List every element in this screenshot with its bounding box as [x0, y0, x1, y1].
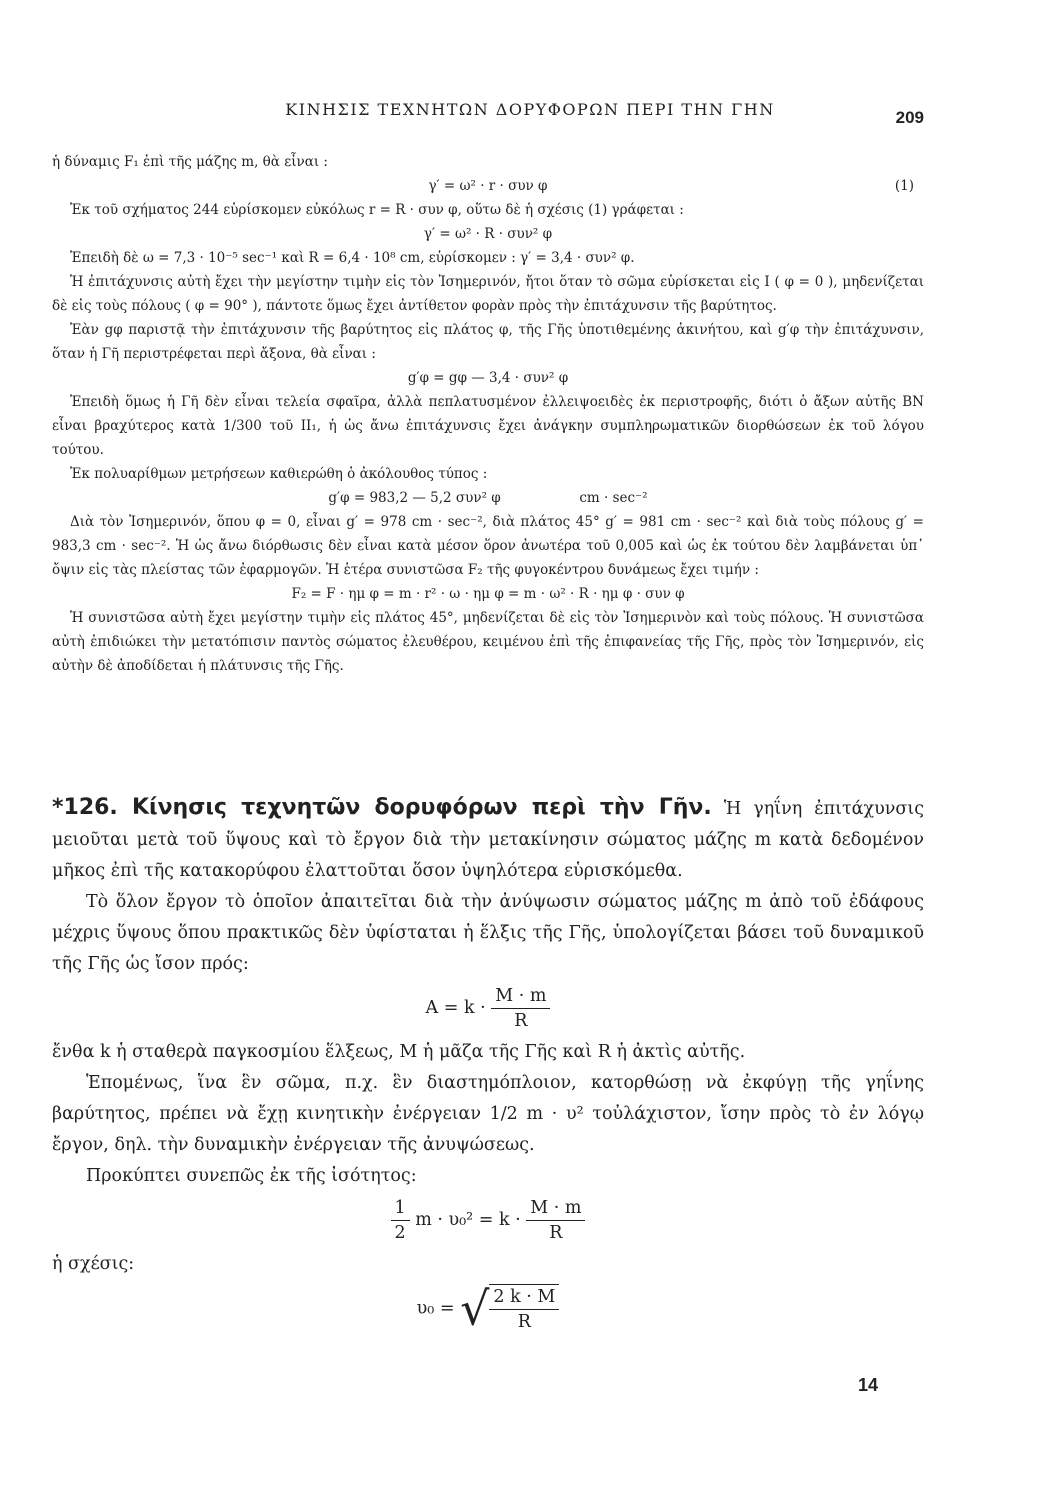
equation-B: [52, 1196, 924, 1245]
running-title: ΚΙΝΗΣΙΣ ΤΕΧΝΗΤΩΝ ΔΟΡΥΦΟΡΩΝ ΠΕΡΙ ΤΗΝ ΓΗΝ: [285, 100, 775, 119]
equation-B-half-numerator: 1: [391, 1196, 410, 1221]
section-paragraph-4: Ἑπομένως, ἵνα ἓν σῶμα, π.χ. ἓν διαστημόπλοιον, κατορθώσῃ νὰ ἐκφύγῃ τῆς γηΐνης βαρύτητος, πρέπει νὰ ἔχῃ κινητικὴν ἐνέργειαν 1/2 m · υ² τοὐλάχιστον, ἴσην πρὸς τὸ ἐν λόγῳ ἔργον, δηλ. τὴν δυναμικὴν ἐνέργειαν τῆς ἀνυψώσεως.: [52, 1073, 924, 1155]
equation-C-denominator: R: [517, 1312, 531, 1332]
equation-B-denominator: R: [549, 1223, 563, 1243]
equation-A-denominator: R: [514, 1011, 528, 1031]
equation-A-numerator: M · m: [491, 984, 550, 1009]
paragraph-3: Ἐπειδὴ ὅμως ἡ Γῆ δὲν εἶναι τελεία σφαῖρα, ἀλλὰ πεπλατυσμένον ἐλλειψοειδὲς ἐκ περιστροφῆς, διότι ὁ ἄξων αὐτῆς ΒΝ εἶναι βραχύτερος κατὰ 1/300 τοῦ ΙΙ₁, ἡ ὡς ἄνω ἐπιτάχυνσις ἔχει ἀνάγκην συμπληρωματικῶν διορθώσεων ἐκ τοῦ λόγου τούτου.: [52, 394, 924, 458]
equation-C-fraction: [489, 1285, 559, 1334]
equation-C: [52, 1281, 924, 1336]
line-3: Ἐπειδὴ δὲ ω = 7,3 · 10⁻⁵ sec⁻¹ καὶ R = 6,4 · 10⁸ cm, εὑρίσκομεν : γ′ = 3,4 · συν² φ.: [70, 250, 635, 266]
section-126: [52, 792, 924, 1338]
section-paragraph-1: Ἡ γηΐνη ἐπιτάχυνσις μειοῦται μετὰ τοῦ ὕψους καὶ τὸ ἔργον διὰ τὴν μετακίνησιν σώματος μάζης m κατὰ δεδομένον μῆκος ἐπὶ τῆς κατακορύφου ἐλαττοῦται ὅσον ὑψηλότερα εὑρισκόμεθα.: [52, 799, 924, 881]
paragraph-1: Ἡ ἐπιτάχυνσις αὐτὴ ἔχει τὴν μεγίστην τιμὴν εἰς τὸν Ἰσημερινόν, ἤτοι ὅταν τὸ σῶμα εὑρίσκεται εἰς Ι ( φ = 0 ), μηδενίζεται δὲ εἰς τοὺς πόλους ( φ = 90° ), πάντοτε ὅμως ἔχει ἀντίθετον φορὰν πρὸς τὴν ἐπιτάχυνσιν τῆς βαρύτητος.: [52, 274, 924, 314]
equation-B-half: [391, 1196, 410, 1245]
section-paragraph-5: Προκύπτει συνεπῶς ἐκ τῆς ἰσότητος:: [86, 1166, 417, 1186]
equation-B-numerator: M · m: [526, 1196, 585, 1221]
equation-1-tag: (1): [894, 178, 914, 194]
equation-B-half-denominator: 2: [394, 1223, 406, 1243]
equation-C-numerator: 2 k · M: [489, 1285, 559, 1310]
equation-A-fraction: [491, 984, 550, 1033]
equation-A-left: A = k ·: [425, 998, 486, 1018]
line-2: Ἐκ τοῦ σχήματος 244 εὑρίσκομεν εὐκόλως r = R · συν φ, οὕτω δὲ ἡ σχέσις (1) γράφεται :: [70, 202, 684, 218]
equation-4: [52, 486, 924, 510]
equation-4-unit: cm · sec⁻²: [579, 490, 648, 506]
equation-1: [52, 174, 924, 198]
paragraph-2: Ἐὰν gφ παριστᾷ τὴν ἐπιτάχυνσιν τῆς βαρύτητος εἰς πλάτος φ, τῆς Γῆς ὑποτιθεμένης ἀκινήτου, καὶ g′φ τὴν ἐπιτάχυνσιν, ὅταν ἡ Γῆ περιστρέφεται περὶ ἄξονα, θὰ εἶναι :: [52, 322, 924, 362]
paragraph-6: Ἡ συνιστῶσα αὐτὴ ἔχει μεγίστην τιμὴν εἰς πλάτος 45°, μηδενίζεται δὲ εἰς τὸν Ἰσημερινὸν καὶ τοὺς πόλους. Ἡ συνιστῶσα αὐτὴ ἐπιδιώκει τὴν μετατόπισιν παντὸς σώματος ἐλευθέρου, κειμένου ἐπὶ τῆς ἐπιφανείας τῆς Γῆς, πρὸς τὸν Ἰσημερινόν, εἰς αὐτὴν δὲ ἀποδίδεται ἡ πλάτυνσις τῆς Γῆς.: [52, 610, 924, 674]
equation-3: g′φ = gφ — 3,4 · συν² φ: [407, 370, 569, 386]
line-1: ἡ δύναμις F₁ ἐπὶ τῆς μάζης m, θὰ εἶναι :: [52, 154, 328, 170]
section-paragraph-3: ἔνθα k ἡ σταθερὰ παγκοσμίου ἕλξεως, Μ ἡ μᾶζα τῆς Γῆς καὶ R ἡ ἀκτὶς αὐτῆς.: [52, 1042, 746, 1062]
radical-sign-icon: √: [460, 1281, 490, 1336]
page-number: 209: [895, 108, 924, 127]
signature-mark: 14: [857, 1375, 878, 1395]
paragraph-5: Διὰ τὸν Ἰσημερινόν, ὅπου φ = 0, εἶναι g′ = 978 cm · sec⁻², διὰ πλάτος 45° g′ = 981 cm · sec⁻² καὶ διὰ τοὺς πόλους g′ = 983,3 cm · sec⁻². Ἡ ὡς ἄνω διόρθωσις δὲν εἶναι κατὰ μέσον ὅρον ἀνωτέρα τοῦ 0,005 καὶ ὡς ἐκ τούτου δὲν λαμβάνεται ὑπ᾽ ὄψιν εἰς τὰς πλείστας τῶν ἐφαρμογῶν. Ἡ ἑτέρα συνιστῶσα F₂ τῆς φυγοκέντρου δυνάμεως ἔχει τιμήν :: [52, 514, 924, 578]
section-paragraph-6: ἡ σχέσις:: [52, 1254, 135, 1274]
equation-5: F₂ = F · ημ φ = m · r² · ω · ημ φ = m · ω² · R · ημ φ · συν φ: [291, 586, 685, 602]
square-root: [460, 1281, 559, 1336]
equation-B-fraction: [526, 1196, 585, 1245]
radicand: [489, 1284, 559, 1334]
section-heading: *126. Κίνησις τεχνητῶν δορυφόρων περὶ τὴν Γῆν.: [52, 795, 712, 820]
section-paragraph-2: Τὸ ὅλον ἔργον τὸ ὁποῖον ἀπαιτεῖται διὰ τὴν ἀνύψωσιν σώματος μάζης m ἀπὸ τοῦ ἐδάφους μέχρις ὕψους ὅπου πρακτικῶς δὲν ὑφίσταται ἡ ἕλξις τῆς Γῆς, ὑπολογίζεται βάσει τοῦ δυναμικοῦ τῆς Γῆς ὡς ἴσον πρός:: [52, 892, 924, 974]
equation-4-body: g′φ = 983,2 — 5,2 συν² φ: [328, 490, 501, 506]
equation-1-body: γ′ = ω² · r · συν φ: [428, 178, 548, 194]
equation-2: γ′ = ω² · R · συν² φ: [423, 226, 553, 242]
paragraph-4: Ἐκ πολυαρίθμων μετρήσεων καθιερώθη ὁ ἀκόλουθος τύπος :: [70, 466, 488, 482]
equation-B-middle: m · υ₀² = k ·: [415, 1210, 521, 1230]
equation-C-left: υ₀ =: [416, 1298, 455, 1319]
equation-A: [52, 984, 924, 1033]
small-text-block: [52, 150, 924, 678]
